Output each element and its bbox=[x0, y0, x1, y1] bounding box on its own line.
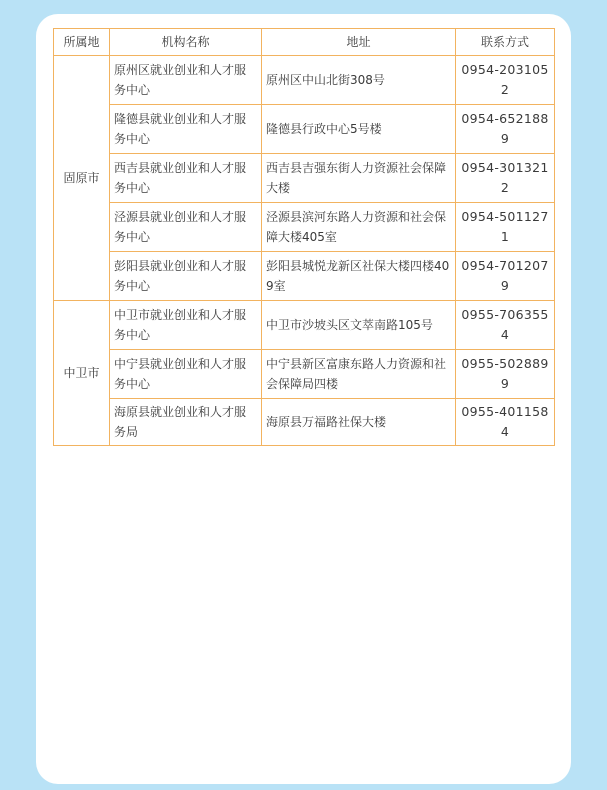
address-cell: 隆德县行政中心5号楼 bbox=[262, 105, 456, 154]
org-name-cell: 中宁县就业创业和人才服务中心 bbox=[110, 350, 262, 399]
table-row bbox=[54, 399, 555, 446]
org-name-cell: 彭阳县就业创业和人才服务中心 bbox=[110, 252, 262, 301]
org-name-cell: 西吉县就业创业和人才服务中心 bbox=[110, 154, 262, 203]
group-guyuan bbox=[54, 56, 555, 301]
org-name-cell: 泾源县就业创业和人才服务中心 bbox=[110, 203, 262, 252]
header-city: 所属地 bbox=[54, 29, 110, 56]
phone-cell: 0955-4011584 bbox=[456, 399, 555, 446]
table-row bbox=[54, 350, 555, 399]
phone-cell: 0954-2031052 bbox=[456, 56, 555, 105]
phone-cell: 0955-7063554 bbox=[456, 301, 555, 350]
address-cell: 原州区中山北街308号 bbox=[262, 56, 456, 105]
table-header-row bbox=[54, 29, 555, 56]
table-row bbox=[54, 252, 555, 301]
group-zhongwei bbox=[54, 301, 555, 446]
city-cell-guyuan: 固原市 bbox=[54, 56, 110, 301]
address-cell: 泾源县滨河东路人力资源和社会保障大楼405室 bbox=[262, 203, 456, 252]
header-address: 地址 bbox=[262, 29, 456, 56]
address-cell: 西吉县吉强东街人力资源社会保障大楼 bbox=[262, 154, 456, 203]
address-cell: 中宁县新区富康东路人力资源和社会保障局四楼 bbox=[262, 350, 456, 399]
table-row bbox=[54, 105, 555, 154]
phone-cell: 0955-5028899 bbox=[456, 350, 555, 399]
table-row bbox=[54, 301, 555, 350]
header-name: 机构名称 bbox=[110, 29, 262, 56]
phone-cell: 0954-7012079 bbox=[456, 252, 555, 301]
page-card bbox=[36, 14, 571, 784]
header-phone: 联系方式 bbox=[456, 29, 555, 56]
address-cell: 中卫市沙坡头区文萃南路105号 bbox=[262, 301, 456, 350]
phone-cell: 0954-6521889 bbox=[456, 105, 555, 154]
phone-cell: 0954-3013212 bbox=[456, 154, 555, 203]
address-cell: 海原县万福路社保大楼 bbox=[262, 399, 456, 446]
city-cell-zhongwei: 中卫市 bbox=[54, 301, 110, 446]
org-name-cell: 原州区就业创业和人才服务中心 bbox=[110, 56, 262, 105]
address-cell: 彭阳县城悦龙新区社保大楼四楼409室 bbox=[262, 252, 456, 301]
org-name-cell: 中卫市就业创业和人才服务中心 bbox=[110, 301, 262, 350]
org-name-cell: 海原县就业创业和人才服务局 bbox=[110, 399, 262, 446]
table-row bbox=[54, 56, 555, 105]
service-center-table bbox=[53, 28, 555, 446]
table-row bbox=[54, 203, 555, 252]
org-name-cell: 隆德县就业创业和人才服务中心 bbox=[110, 105, 262, 154]
table-row bbox=[54, 154, 555, 203]
phone-cell: 0954-5011271 bbox=[456, 203, 555, 252]
